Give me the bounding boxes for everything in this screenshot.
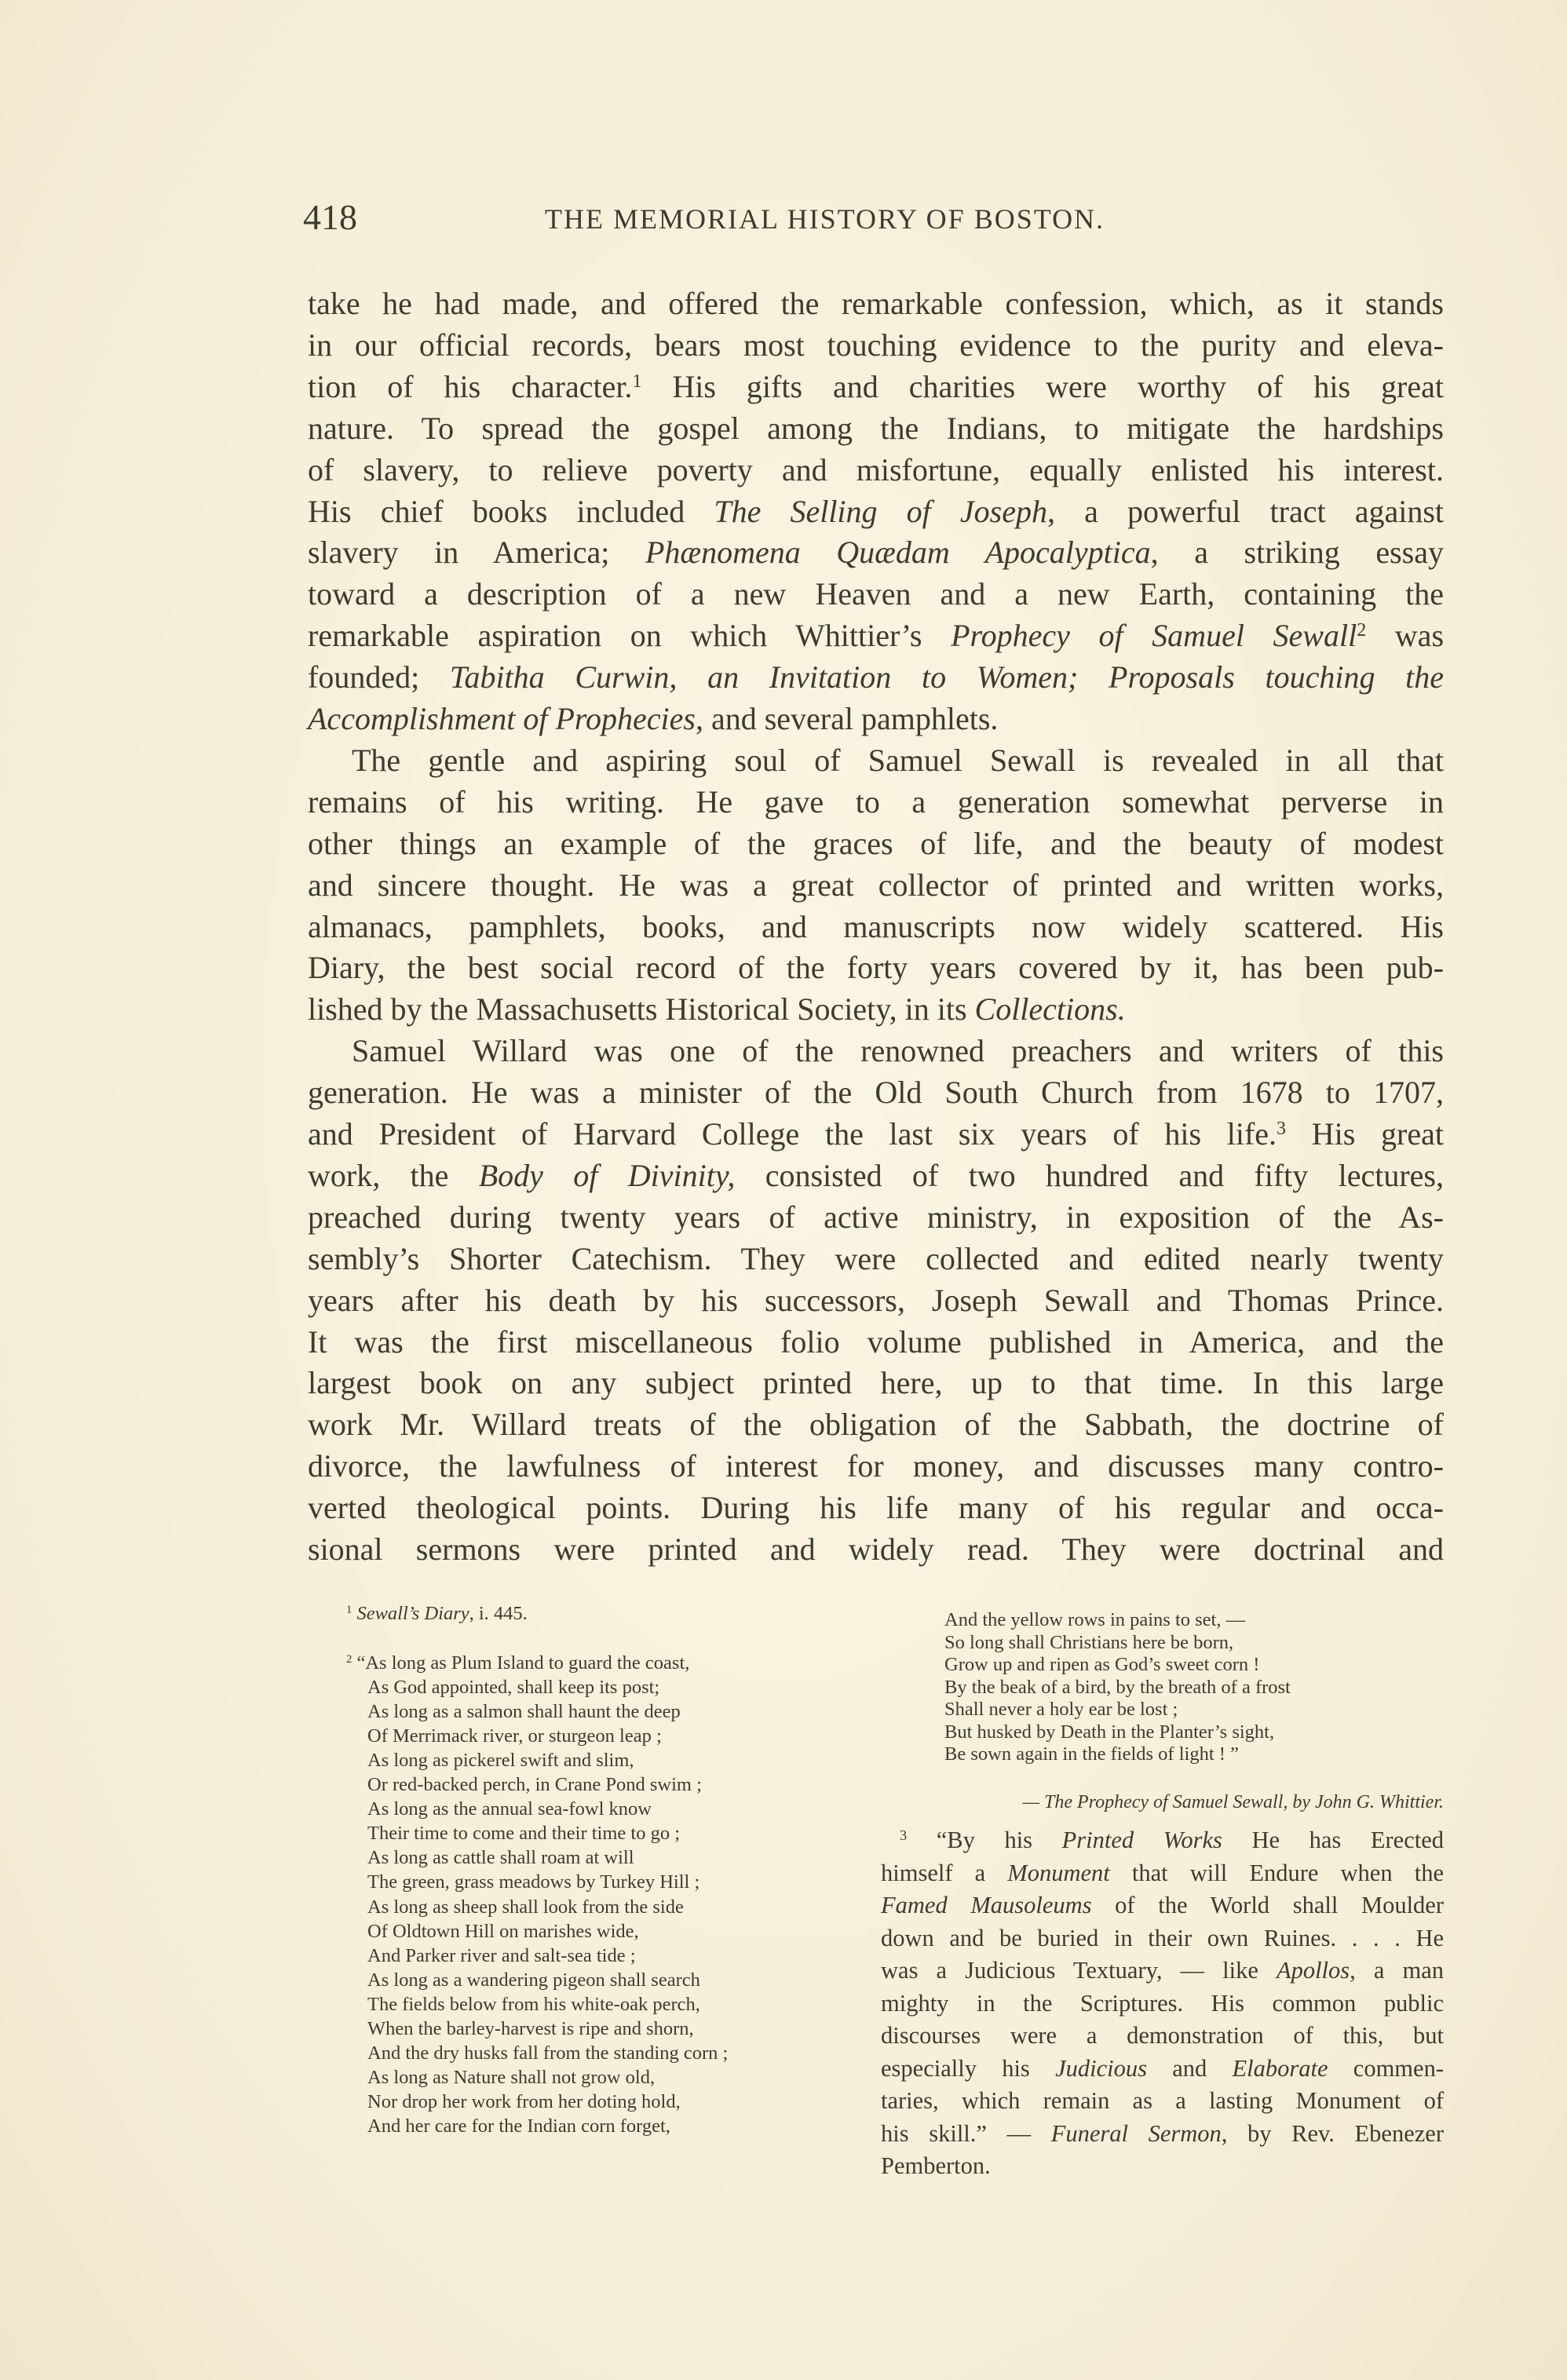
body-line (308, 408, 1444, 449)
footnote-2-verse-line (367, 1968, 700, 1992)
footnote-2-verse-line (944, 1698, 1178, 1721)
body-line (308, 947, 1444, 988)
text-run: divorce, the lawfulness of interest for money, and discusses many contro- (308, 1448, 1444, 1484)
body-line (308, 367, 1444, 407)
text-run: The gentle and aspiring soul of Samuel Sewall is revealed in all that (352, 742, 1444, 778)
text-run: , a striking essay (1150, 535, 1444, 571)
footnote-3-line (881, 2115, 1444, 2152)
text-run: As long as a salmon shall haunt the deep (367, 1701, 681, 1723)
footnote-2-verse-line (367, 2090, 681, 2114)
text-run: When the barley-harvest is ripe and shorn, (367, 2017, 694, 2039)
text-run: “By his (907, 1827, 1062, 1853)
page-number: 418 (303, 197, 357, 237)
body-line (308, 1197, 1444, 1238)
italic-text: Elaborate (1232, 2054, 1328, 2082)
text-run: consisted of two hundred and fifty lectures, (735, 1157, 1444, 1193)
body-line (308, 450, 1444, 491)
footnote-3-line (881, 2082, 1444, 2119)
text-run: verted theological points. During his life many of his regular and occa- (308, 1490, 1444, 1526)
text-run: And the yellow rows in pains to set, — (944, 1609, 1246, 1630)
text-run: Diary, the best social record of the forty years covered by it, has been pub- (308, 950, 1444, 986)
body-line (308, 907, 1444, 947)
text-run: He has Erected (1222, 1827, 1444, 1853)
text-run: Be sown again in the fields of light ! ” (944, 1743, 1239, 1765)
text-run: and (1146, 2054, 1233, 2082)
footnote-2-verse-line (944, 1631, 1233, 1654)
text-run: , and several pamphlets. (695, 701, 999, 736)
footnote-3-line (881, 1822, 1444, 1859)
text-run: years after his death by his successors, Joseph Sewall and Thomas Prince. (308, 1282, 1444, 1318)
body-line (308, 740, 1444, 781)
body-line (308, 1155, 1444, 1196)
text-run: preached during twenty years of active ministry, in exposition of the As- (308, 1199, 1444, 1235)
footnote-2-verse-line (367, 2065, 655, 2090)
text-run: work Mr. Willard treats of the obligation of the Sabbath, the doctrine of (308, 1407, 1444, 1443)
text-run: of slavery, to relieve poverty and misfortune, equally enlisted his interest. (308, 451, 1444, 487)
text-run: nature. To spread the gospel among the Indians, to mitigate the hardships (308, 410, 1444, 446)
footnote-2-verse-line (367, 1797, 652, 1821)
footnote-reference: 3 (1277, 1118, 1287, 1139)
text-run: largest book on any subject printed here, up to that time. In this large (308, 1365, 1444, 1401)
footnote-2-verse-line (367, 1992, 700, 2017)
footnote-2-verse-line (367, 1944, 636, 1968)
footnote-reference: 2 (346, 1652, 352, 1666)
text-run: Shall never a holy ear be lost ; (944, 1699, 1178, 1720)
text-run: slavery in America; (308, 535, 645, 571)
text-run: Samuel Willard was one of the renowned preachers and writers of this (352, 1033, 1444, 1069)
body-line (308, 1031, 1444, 1071)
footnote-3-line (881, 2017, 1444, 2054)
footnote-2-verse-line (367, 2041, 728, 2065)
text-run: By the beak of a bird, by the breath of a frost (944, 1676, 1291, 1698)
text-run: sembly’s Shorter Catechism. They were collected and edited nearly twenty (308, 1240, 1444, 1276)
italic-text: Monument (1007, 1859, 1110, 1886)
text-run: founded; (308, 659, 450, 695)
text-run: His great (1286, 1116, 1444, 1152)
text-run: Pemberton. (881, 2152, 991, 2179)
footnote-reference: 1 (632, 371, 642, 392)
text-run: his skill.” — (881, 2119, 1051, 2147)
footnote-2-verse-line (367, 1724, 662, 1748)
text-run: sional sermons were printed and widely read. They were doctrinal and (308, 1531, 1444, 1567)
text-run: It was the first miscellaneous folio volume published in America, and the (308, 1323, 1444, 1360)
italic-text: Famed Mausoleums (881, 1892, 1092, 1918)
body-line (308, 283, 1444, 324)
text-run: “As long as Plum Island to guard the coast, (352, 1652, 690, 1674)
body-line (308, 325, 1444, 366)
text-run: in our official records, bears most touching evidence to the purity and eleva- (308, 327, 1444, 363)
text-run: remarkable aspiration on which Whittier’s (308, 618, 952, 654)
text-run: , a man (1350, 1957, 1444, 1984)
text-run: As long as cattle shall roam at will (367, 1847, 634, 1869)
text-run: And the dry husks fall from the standing corn ; (367, 2042, 729, 2064)
text-run: tion of his character. (308, 368, 633, 404)
footnote-reference: 1 (346, 1603, 352, 1616)
text-run: work, the (308, 1157, 479, 1193)
body-line (308, 782, 1444, 823)
body-line (308, 1404, 1444, 1445)
text-run: that will Endure when the (1109, 1859, 1444, 1886)
text-run: down and be buried in their own Ruines. . . . He (881, 1924, 1444, 1951)
italic-text: Accomplishment of Prophecies (308, 701, 696, 736)
text-run: taries, which remain as a lasting Monument of (881, 2087, 1444, 2114)
text-run: His gifts and charities were worthy of his great (641, 368, 1444, 404)
body-line (308, 1529, 1444, 1570)
text-run: As long as sheep shall look from the side (367, 1896, 684, 1918)
text-run: Of Oldtown Hill on marishes wide, (367, 1920, 639, 1942)
footnote-3-line (881, 1985, 1444, 2022)
footnote-2-verse-line (367, 2017, 694, 2041)
body-line (308, 989, 1444, 1030)
text-run: , a powerful tract against (1047, 493, 1445, 529)
text-run: , by Rev. Ebenezer (1221, 2119, 1444, 2147)
text-run: mighty in the Scriptures. His common public (881, 1989, 1444, 2017)
body-line (308, 1072, 1444, 1113)
body-line (308, 1280, 1444, 1321)
text-run: As long as a wandering pigeon shall search (367, 1969, 700, 1991)
text-run: lished by the Massachusetts Historical Society, in its (308, 991, 975, 1028)
body-line (308, 615, 1444, 656)
footnote-2-verse-line (367, 2114, 670, 2138)
footnote-3-line (881, 1952, 1444, 1989)
italic-text: Body of Divinity, (478, 1157, 736, 1193)
body-line (308, 574, 1444, 615)
text-run: other things an example of the graces of life, and the beauty of modest (308, 825, 1444, 861)
body-line (308, 1239, 1444, 1279)
body-line (308, 865, 1444, 906)
text-run: And Parker river and salt-sea tide ; (367, 1944, 636, 1966)
text-run: As long as Nature shall not grow old, (367, 2066, 656, 2088)
footnote-2-verse-line (367, 1845, 634, 1870)
footnote-reference: 2 (1357, 620, 1367, 641)
text-run: Nor drop her work from her doting hold, (367, 2090, 681, 2112)
italic-text: The Selling of Joseph (714, 493, 1047, 529)
italic-text: Judicious (1055, 2054, 1147, 2082)
text-run: remains of his writing. He gave to a generation somewhat perverse in (308, 783, 1444, 819)
text-run: And her care for the Indian corn forget, (367, 2115, 670, 2137)
text-run: — The Prophecy of Samuel Sewall, by John G. Whittier. (1022, 1792, 1444, 1812)
body-line (308, 491, 1444, 532)
footnote-reference: 3 (900, 1827, 908, 1843)
body-line (308, 1446, 1444, 1487)
text-run: Grow up and ripen as God’s sweet corn ! (944, 1654, 1260, 1675)
text-run: As God appointed, shall keep its post; (367, 1677, 660, 1699)
italic-text: Apollos (1276, 1957, 1350, 1984)
text-run: generation. He was a minister of the Old South Church from 1678 to 1707, (308, 1075, 1444, 1111)
text-run: and sincere thought. He was a great collector of printed and written works, (308, 867, 1444, 903)
text-run: commen- (1328, 2054, 1444, 2082)
text-run: Of Merrimack river, or sturgeon leap ; (367, 1725, 662, 1747)
text-run: Their time to come and their time to go ; (367, 1823, 681, 1845)
text-run: The green, grass meadows by Turkey Hill ; (367, 1871, 700, 1893)
footnote-2-attribution (860, 1792, 1444, 1813)
body-line (308, 657, 1444, 698)
text-run: almanacs, pamphlets, books, and manuscripts now widely scattered. His (308, 908, 1444, 944)
italic-text: Funeral Sermon (1050, 2119, 1222, 2147)
footnote-3-line (881, 1887, 1444, 1924)
text-run: take he had made, and offered the remarkable confession, which, as it stands (308, 286, 1444, 321)
text-run: The fields below from his white-oak perch, (367, 1993, 700, 2015)
body-line (308, 1363, 1444, 1404)
text-run: Or red-backed perch, in Crane Pond swim ; (367, 1774, 702, 1796)
body-line (308, 1114, 1444, 1155)
body-line (308, 1488, 1444, 1528)
text-run: especially his (881, 2054, 1056, 2082)
italic-text: Sewall’s Diary (356, 1603, 469, 1624)
text-run: of the World shall Moulder (1091, 1892, 1444, 1918)
text-run: As long as pickerel swift and slim, (367, 1750, 634, 1772)
footnote-2-verse-line (367, 1675, 659, 1699)
italic-text: Phænomena Quædam Apocalyptica (645, 535, 1151, 571)
footnote-3-line (881, 1855, 1444, 1892)
italic-text: Printed Works (1061, 1827, 1222, 1853)
body-line (308, 699, 1444, 739)
footnote-2-verse-line (944, 1608, 1245, 1631)
footnote-2-verse-line (944, 1721, 1274, 1743)
footnote-2-verse-line (367, 1748, 634, 1772)
italic-text: Prophecy of Samuel Sewall (951, 618, 1357, 654)
text-run: was a Judicious Textuary, — like (881, 1957, 1277, 1984)
footnote-3-line (881, 2050, 1444, 2087)
text-run: So long shall Christians here be born, (944, 1631, 1234, 1653)
text-run: and President of Harvard College the last six years of his life. (308, 1116, 1277, 1152)
running-title: THE MEMORIAL HISTORY OF BOSTON. (545, 203, 1105, 235)
footnote-2-verse-line (367, 1699, 681, 1724)
italic-text: Tabitha Curwin, an Invitation to Women; Proposals touching the (449, 659, 1445, 695)
footnote-2-verse-line (367, 1772, 702, 1797)
footnote-1 (346, 1601, 528, 1626)
footnote-2-verse-line (367, 1870, 699, 1894)
text-run: was (1366, 618, 1445, 654)
italic-text: Collections. (974, 991, 1126, 1028)
footnote-2-verse-line (944, 1676, 1291, 1699)
body-line (308, 1322, 1444, 1363)
footnote-2-verse-line (346, 1651, 689, 1675)
text-run: His chief books included (308, 493, 714, 529)
text-run: himself a (881, 1859, 1008, 1886)
footnote-2-verse-line (367, 1821, 680, 1845)
footnote-3-line (881, 1920, 1444, 1957)
text-run: As long as the annual sea-fowl know (367, 1798, 652, 1820)
text-run: , i. 445. (469, 1603, 528, 1624)
body-line (308, 532, 1444, 573)
text-run: discourses were a demonstration of this, but (881, 2022, 1444, 2049)
body-line (308, 823, 1444, 864)
footnote-2-verse-line (367, 1919, 639, 1944)
text-run: But husked by Death in the Planter’s sight, (944, 1721, 1275, 1743)
footnote-3-line (881, 2148, 1444, 2185)
text-run: toward a description of a new Heaven and a new Earth, containing the (308, 576, 1444, 612)
footnote-2-verse-line (367, 1895, 684, 1919)
footnote-2-verse-line (944, 1743, 1239, 1765)
footnote-2-verse-line (944, 1653, 1259, 1676)
